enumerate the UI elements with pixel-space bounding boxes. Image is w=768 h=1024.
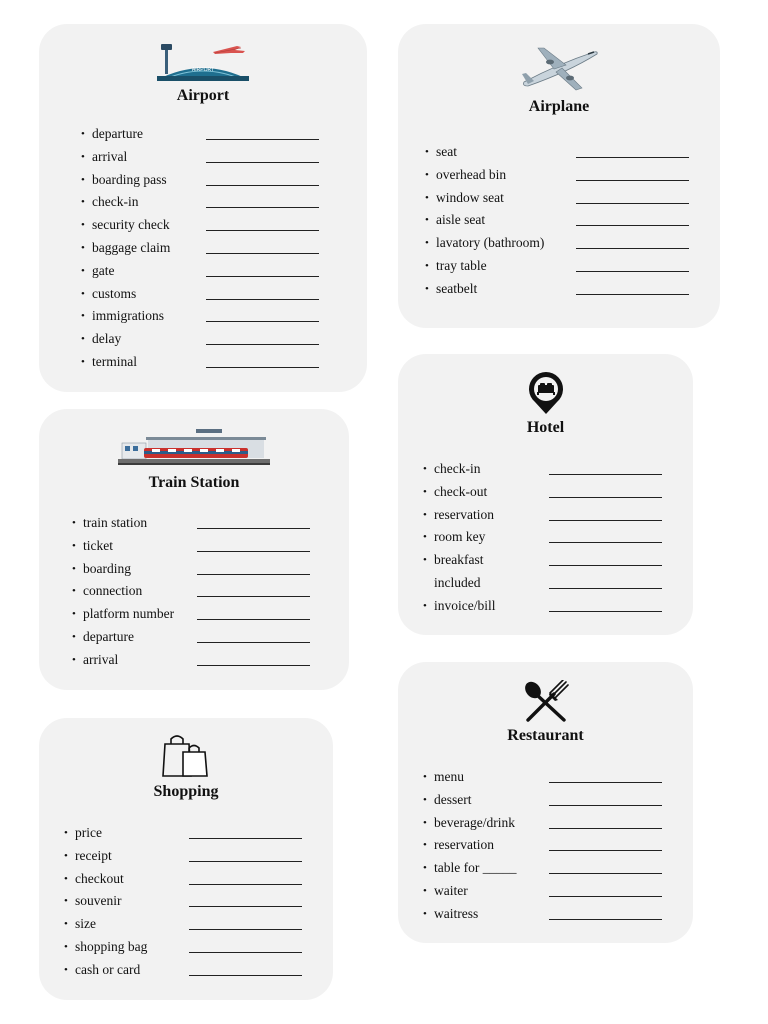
answer-line[interactable]: [206, 367, 319, 368]
list-item: • seat: [436, 141, 544, 164]
answer-line[interactable]: [576, 248, 689, 249]
list-item: • menu: [434, 766, 516, 789]
answer-line[interactable]: [576, 271, 689, 272]
answer-line[interactable]: [206, 276, 319, 277]
list-item: • beverage/drink: [434, 812, 516, 835]
list-item: • room key: [434, 526, 496, 549]
card-restaurant: [398, 662, 693, 943]
train-station-icon: [39, 429, 349, 472]
shopping-bags-icon: [39, 732, 333, 783]
vocab-list-airplane: [425, 141, 545, 301]
answer-line[interactable]: [206, 253, 319, 254]
list-item: • departure: [83, 626, 174, 649]
list-item: • seatbelt: [436, 278, 544, 301]
answer-line[interactable]: [549, 520, 662, 521]
answer-line[interactable]: [197, 596, 310, 597]
answer-line[interactable]: [576, 225, 689, 226]
list-item: • price: [75, 822, 147, 845]
vocab-list-train-station: [72, 512, 175, 672]
airplane-icon: [398, 44, 720, 99]
list-item: • receipt: [75, 845, 147, 868]
answer-line[interactable]: [189, 838, 302, 839]
answer-line[interactable]: [206, 162, 319, 163]
list-item: • aisle seat: [436, 209, 544, 232]
list-item: • connection: [83, 580, 174, 603]
card-title-airport: Airport: [176, 87, 230, 104]
list-item: • shopping bag: [75, 936, 147, 959]
card-title-airplane: Airplane: [528, 98, 590, 115]
list-item: • delay: [92, 328, 170, 351]
answer-line[interactable]: [206, 230, 319, 231]
answer-line[interactable]: [549, 850, 662, 851]
hotel-bed-pin-icon: [398, 370, 693, 421]
card-airport: [39, 24, 367, 392]
list-item: • train station: [83, 512, 174, 535]
answer-line[interactable]: [197, 574, 310, 575]
answer-line[interactable]: [549, 873, 662, 874]
list-item: • reservation: [434, 504, 496, 527]
list-item: • window seat: [436, 187, 544, 210]
answer-line[interactable]: [576, 203, 689, 204]
list-item: • overhead bin: [436, 164, 544, 187]
list-item: • lavatory (bathroom): [436, 232, 544, 255]
vocab-list-restaurant: [423, 766, 517, 926]
answer-line[interactable]: [197, 528, 310, 529]
list-item: • baggage claim: [92, 237, 170, 260]
card-title-shopping: Shopping: [153, 783, 219, 800]
list-item: • reservation: [434, 834, 516, 857]
list-item: • customs: [92, 283, 170, 306]
list-item: • check-in: [92, 191, 170, 214]
list-item: • souvenir: [75, 890, 147, 913]
list-item: • boarding pass: [92, 169, 170, 192]
list-item: • departure: [92, 123, 170, 146]
list-item: • gate: [92, 260, 170, 283]
answer-line[interactable]: [189, 906, 302, 907]
answer-line[interactable]: [549, 611, 662, 612]
answer-line[interactable]: [206, 299, 319, 300]
answer-line[interactable]: [197, 642, 310, 643]
list-item: • arrival: [92, 146, 170, 169]
list-item: • arrival: [83, 649, 174, 672]
answer-line[interactable]: [549, 565, 662, 566]
list-item: • immigrations: [92, 305, 170, 328]
list-item: • waiter: [434, 880, 516, 903]
list-item: • table for _____: [434, 857, 516, 880]
list-item: • cash or card: [75, 959, 147, 982]
answer-line[interactable]: [189, 952, 302, 953]
vocab-list-shopping: [64, 822, 148, 982]
list-item: • check-out: [434, 481, 496, 504]
card-title-hotel: Hotel: [526, 419, 565, 436]
airport-sign-text: AIRPORT: [191, 67, 215, 73]
answer-line[interactable]: [197, 665, 310, 666]
answer-line[interactable]: [197, 619, 310, 620]
list-item: • check-in: [434, 458, 496, 481]
list-item: • dessert: [434, 789, 516, 812]
answer-line[interactable]: [549, 497, 662, 498]
list-item: • ticket: [83, 535, 174, 558]
list-item: • checkout: [75, 868, 147, 891]
list-item: • boarding: [83, 558, 174, 581]
vocab-list-hotel: [423, 458, 496, 618]
answer-line[interactable]: [549, 828, 662, 829]
list-item: • breakfast: [434, 549, 496, 572]
answer-line[interactable]: [189, 929, 302, 930]
answer-line[interactable]: [576, 294, 689, 295]
answer-line[interactable]: [189, 884, 302, 885]
card-shopping: [39, 718, 333, 1000]
answer-line[interactable]: [189, 975, 302, 976]
list-item: • invoice/bill: [434, 595, 496, 618]
airport-terminal-icon: [39, 40, 367, 87]
answer-line[interactable]: [206, 321, 319, 322]
answer-line[interactable]: [206, 139, 319, 140]
list-item: included: [434, 572, 496, 595]
answer-line[interactable]: [549, 588, 662, 589]
answer-line[interactable]: [206, 207, 319, 208]
answer-line[interactable]: [549, 542, 662, 543]
answer-line[interactable]: [549, 782, 662, 783]
vocab-list-airport: [81, 123, 171, 374]
answer-line[interactable]: [576, 157, 689, 158]
answer-line[interactable]: [576, 180, 689, 181]
answer-line[interactable]: [549, 896, 662, 897]
answer-line[interactable]: [206, 344, 319, 345]
list-item: • tray table: [436, 255, 544, 278]
list-item: • security check: [92, 214, 170, 237]
list-item: • platform number: [83, 603, 174, 626]
list-item: • terminal: [92, 351, 170, 374]
list-item: • size: [75, 913, 147, 936]
card-airplane: [398, 24, 720, 328]
list-item: • waitress: [434, 903, 516, 926]
answer-line[interactable]: [549, 919, 662, 920]
answer-line[interactable]: [549, 805, 662, 806]
answer-line[interactable]: [197, 551, 310, 552]
spoon-fork-icon: [398, 680, 693, 727]
answer-line[interactable]: [189, 861, 302, 862]
card-title-restaurant: Restaurant: [507, 727, 584, 744]
answer-line[interactable]: [206, 185, 319, 186]
card-title-train-station: Train Station: [148, 474, 240, 491]
answer-line[interactable]: [549, 474, 662, 475]
card-hotel: [398, 354, 693, 635]
card-train-station: [39, 409, 349, 690]
